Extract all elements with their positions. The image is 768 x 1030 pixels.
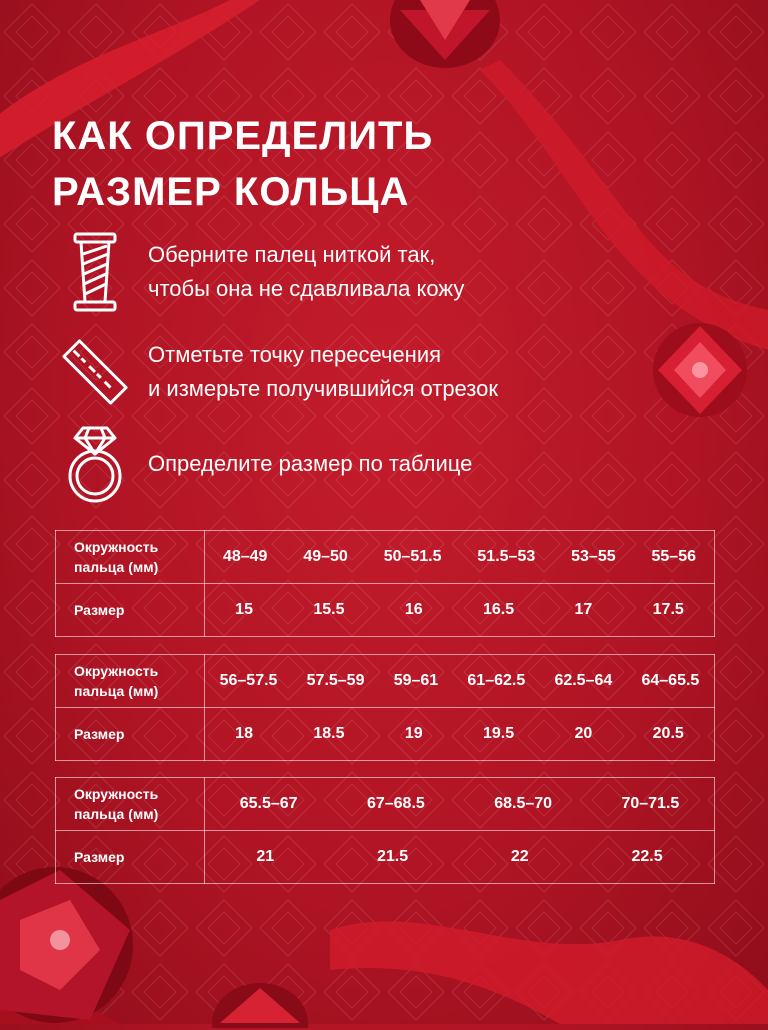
step-wrap-ruler	[60, 332, 499, 412]
gem-decoration-top	[380, 0, 510, 70]
size-cell: 17	[574, 601, 593, 618]
circumference-cell: 64–65.5	[641, 672, 700, 689]
circumference-cell: 59–61	[393, 672, 439, 689]
step-ruler-line-1: Отметьте точку пересечения	[148, 342, 442, 367]
circumference-label-line-2: пальца (мм)	[74, 683, 159, 699]
size-label: Размер	[56, 831, 205, 884]
circumference-cell: 68.5–70	[494, 795, 553, 812]
thread-spool-icon	[60, 232, 130, 312]
page-title	[52, 108, 433, 220]
circumference-row	[56, 655, 715, 708]
size-cell: 16	[404, 601, 423, 618]
circumference-label	[56, 655, 205, 708]
size-row	[56, 708, 715, 761]
size-cell: 21.5	[376, 848, 409, 865]
circumference-cell: 56–57.5	[219, 672, 278, 689]
size-values	[205, 831, 715, 884]
step-ring-line-1: Определите размер по таблице	[148, 451, 473, 476]
circumference-cell: 48–49	[222, 548, 268, 565]
circumference-row	[56, 778, 715, 831]
diamond-ring-icon	[60, 424, 130, 504]
title-line-1: КАК ОПРЕДЕЛИТЬ	[52, 114, 434, 158]
size-cell: 19	[404, 725, 423, 742]
size-cell: 22.5	[631, 848, 663, 865]
circumference-values	[205, 531, 715, 584]
step-ruler-text	[148, 338, 498, 406]
step-thread-text	[148, 238, 464, 306]
size-table-2	[55, 654, 715, 761]
circumference-label-line-1: Окружность	[74, 539, 159, 555]
circumference-cell: 55–56	[651, 548, 696, 565]
circumference-cell: 49–50	[303, 548, 348, 565]
circumference-cell: 70–71.5	[621, 795, 680, 812]
circumference-label-line-1: Окружность	[74, 786, 159, 802]
size-table-1	[55, 530, 715, 637]
size-label: Размер	[56, 584, 205, 637]
circumference-cell: 67–68.5	[366, 795, 425, 812]
size-values	[205, 708, 715, 761]
size-cell: 21	[256, 848, 275, 865]
gem-decoration-bottom-left	[0, 860, 135, 1030]
title-line-2: РАЗМЕР КОЛЬЦА	[52, 170, 410, 214]
step-ruler-line-2: и измерьте получившийся отрезок	[148, 376, 499, 401]
circumference-cell: 61–62.5	[467, 672, 526, 689]
circumference-label-line-2: пальца (мм)	[74, 806, 159, 822]
circumference-label	[56, 531, 205, 584]
size-row	[56, 831, 715, 884]
size-cell: 20	[574, 725, 593, 742]
step-thread-line-2: чтобы она не сдавливала кожу	[148, 276, 465, 301]
size-cell: 19.5	[482, 725, 515, 742]
ruler-icon	[60, 332, 130, 412]
step-ring-text	[148, 447, 472, 481]
size-label: Размер	[56, 708, 205, 761]
size-cell: 18	[235, 725, 253, 742]
step-thread-line-1: Оберните палец ниткой так,	[148, 242, 436, 267]
size-cell: 22	[510, 848, 529, 865]
circumference-label-line-1: Окружность	[74, 663, 159, 679]
circumference-values	[205, 778, 715, 831]
circumference-row	[56, 531, 715, 584]
size-row	[56, 584, 715, 637]
size-cell: 17.5	[652, 601, 684, 618]
circumference-cell: 65.5–67	[239, 795, 298, 812]
circumference-cell: 53–55	[571, 548, 616, 565]
circumference-values	[205, 655, 715, 708]
gem-decoration-bottom-center	[205, 978, 315, 1028]
circumference-label	[56, 778, 205, 831]
size-cell: 18.5	[313, 725, 345, 742]
step-wrap-ring	[60, 424, 473, 504]
size-values	[205, 584, 715, 637]
circumference-cell: 50–51.5	[383, 548, 442, 565]
size-table-3	[55, 777, 715, 884]
circumference-cell: 51.5–53	[477, 548, 536, 565]
step-wrap-thread	[60, 232, 465, 312]
size-cell: 20.5	[652, 725, 684, 742]
circumference-cell: 57.5–59	[306, 672, 365, 689]
gem-decoration-right	[650, 320, 750, 420]
circumference-label-line-2: пальца (мм)	[74, 559, 159, 575]
size-cell: 15.5	[313, 601, 345, 618]
circumference-cell: 62.5–64	[554, 672, 613, 689]
size-cell: 16.5	[482, 601, 515, 618]
size-cell: 15	[235, 601, 253, 618]
